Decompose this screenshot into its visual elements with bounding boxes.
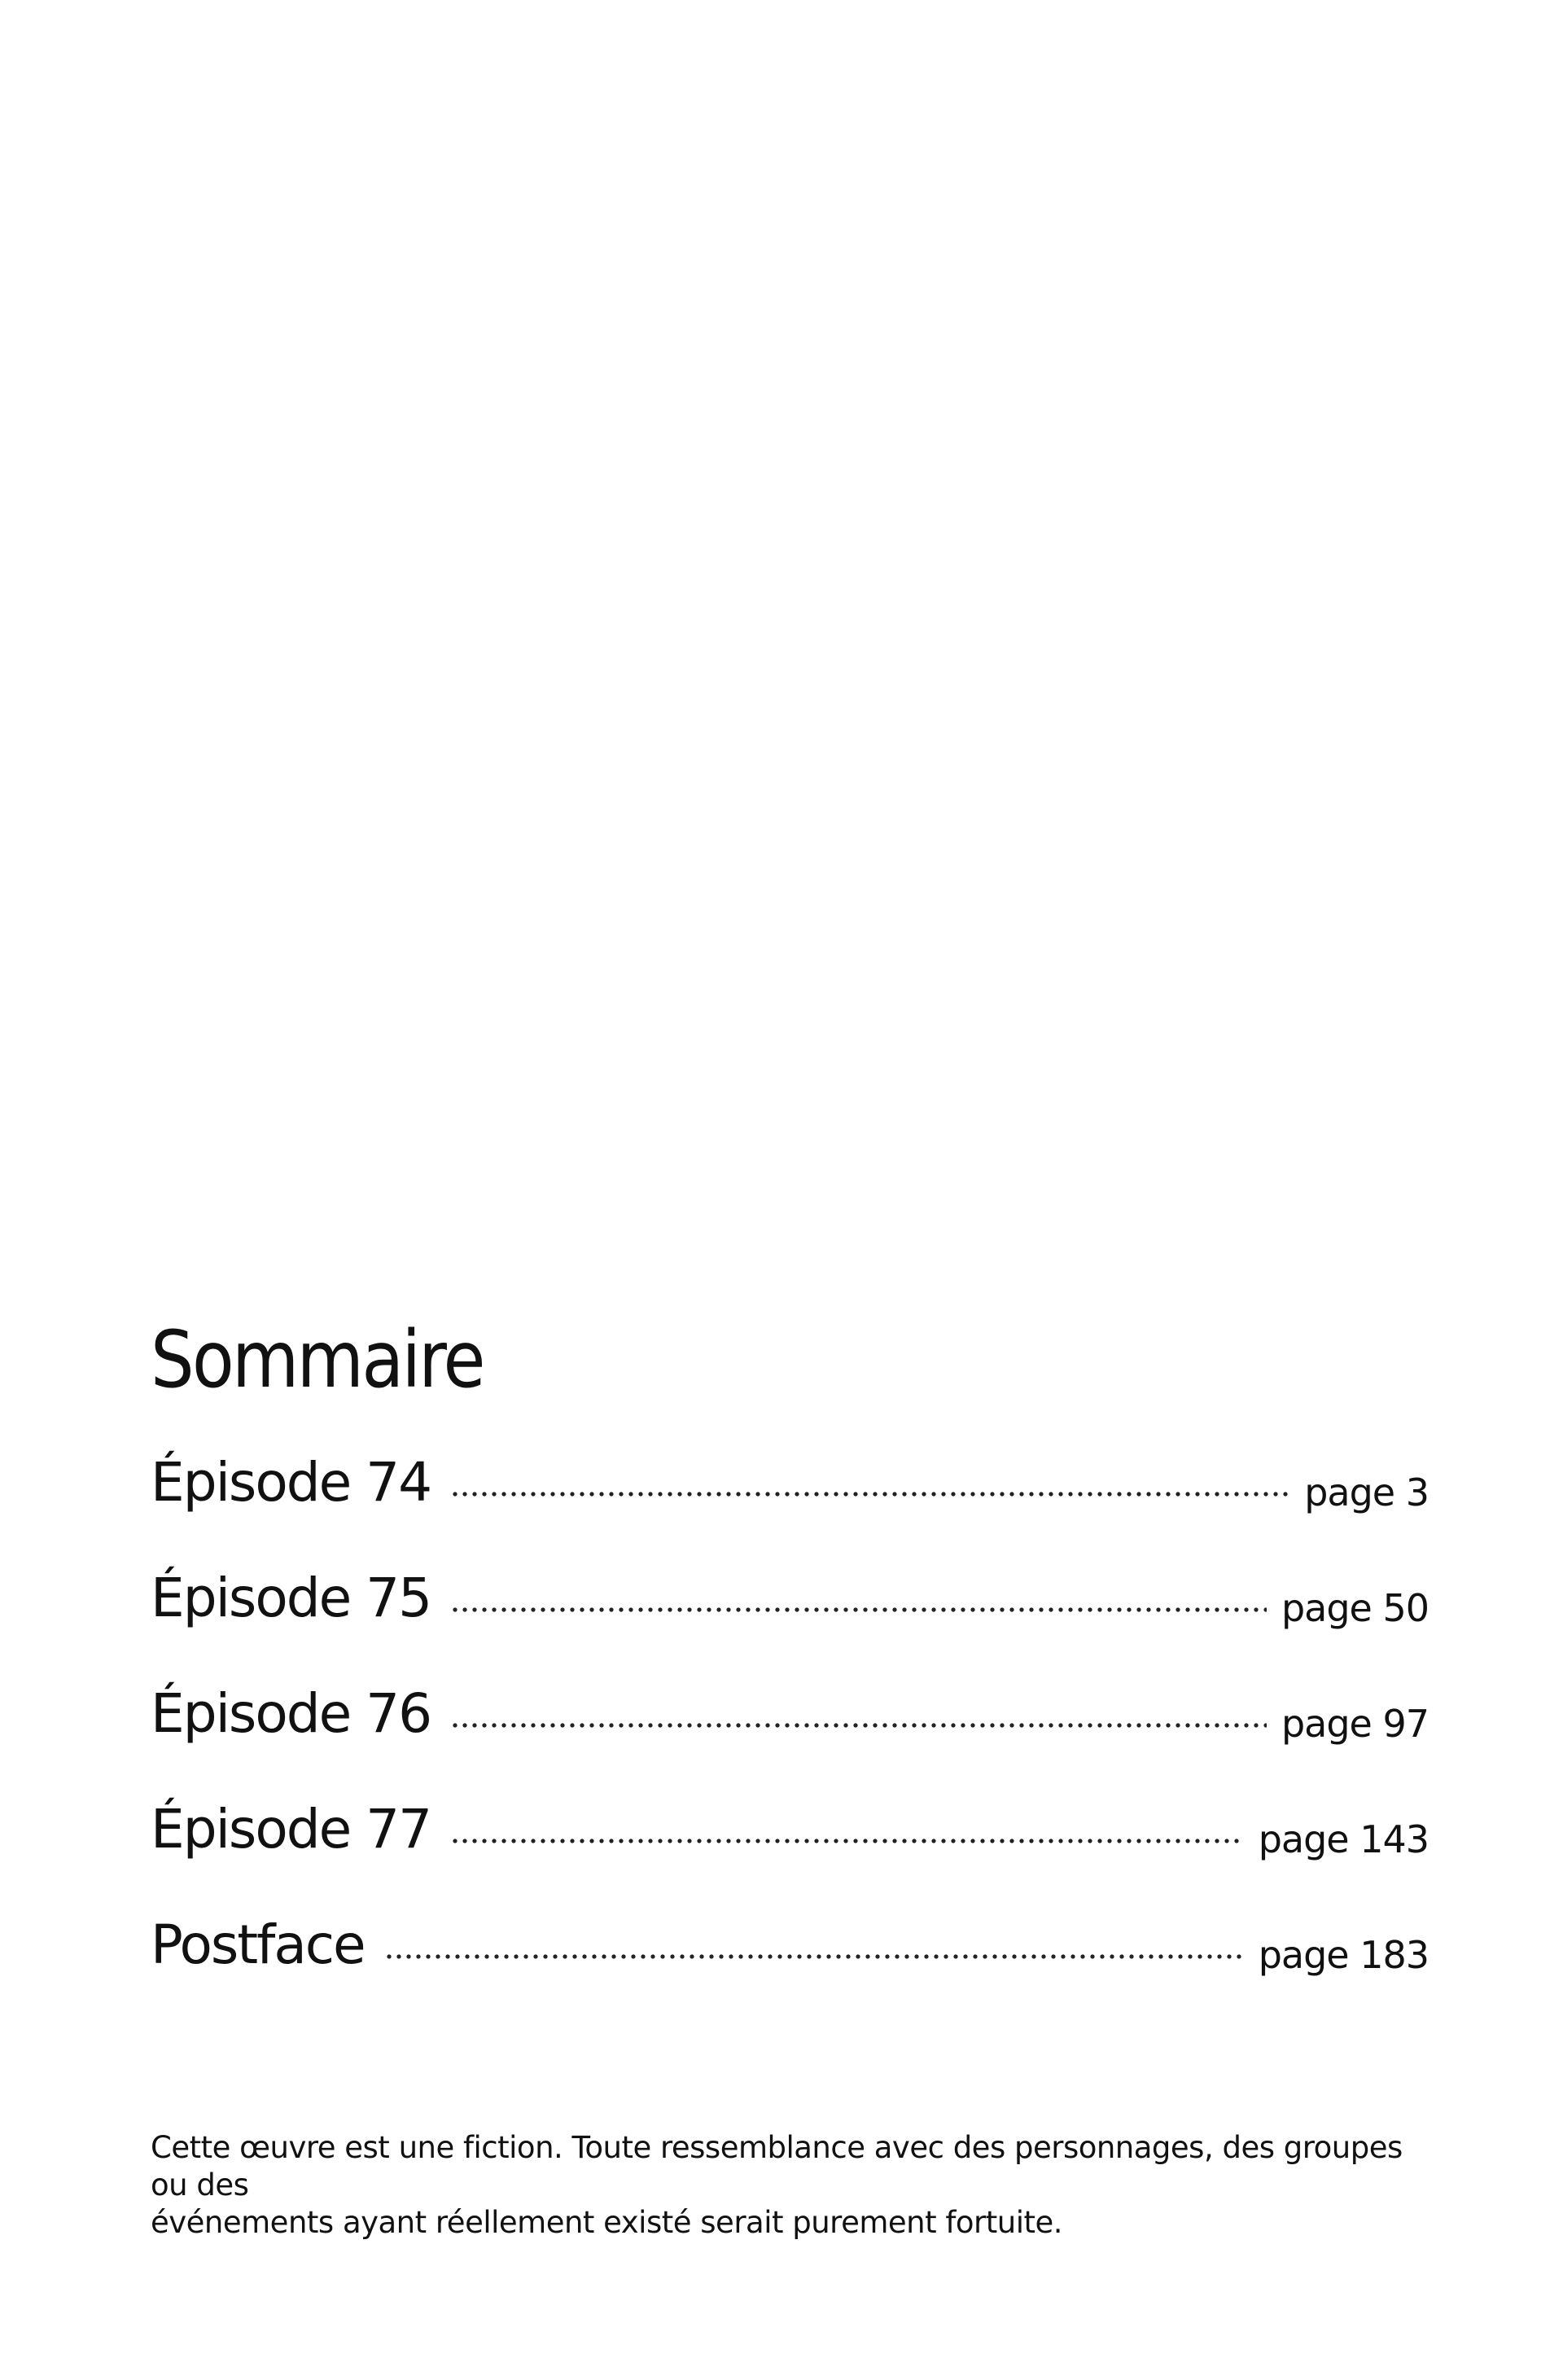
toc-entry-page: page 143 bbox=[1258, 1817, 1429, 1861]
toc-entry-label: Postface bbox=[151, 1913, 365, 1976]
dot-leader bbox=[450, 1606, 1267, 1613]
dot-leader bbox=[450, 1491, 1289, 1497]
disclaimer-line: événements ayant réellement existé serait purement fortuite. bbox=[151, 2205, 1063, 2240]
fiction-disclaimer bbox=[151, 2129, 1437, 2242]
toc-entry-label: Épisode 76 bbox=[151, 1682, 431, 1745]
toc-list bbox=[151, 1425, 1429, 2003]
toc-entry-label: Épisode 77 bbox=[151, 1798, 431, 1861]
toc-entry-page: page 3 bbox=[1304, 1471, 1429, 1514]
toc-entry-page: page 50 bbox=[1281, 1586, 1429, 1630]
table-of-contents bbox=[151, 1311, 1429, 2003]
toc-entry-page: page 97 bbox=[1281, 1702, 1429, 1746]
toc-entry-episode-77 bbox=[151, 1772, 1429, 1887]
toc-title: Sommaire bbox=[151, 1314, 484, 1405]
toc-entry-label: Épisode 75 bbox=[151, 1567, 431, 1629]
dot-leader bbox=[450, 1838, 1244, 1844]
toc-entry-page: page 183 bbox=[1258, 1933, 1429, 1977]
dot-leader bbox=[450, 1722, 1267, 1729]
toc-entry-postface bbox=[151, 1887, 1429, 2003]
disclaimer-line: Cette œuvre est une fiction. Toute ressemblance avec des personnages, des groupes ou des bbox=[151, 2130, 1403, 2202]
toc-entry-episode-74 bbox=[151, 1425, 1429, 1541]
toc-entry-episode-76 bbox=[151, 1656, 1429, 1772]
toc-entry-label: Épisode 74 bbox=[151, 1451, 431, 1514]
dot-leader bbox=[384, 1953, 1244, 1960]
toc-entry-episode-75 bbox=[151, 1541, 1429, 1656]
